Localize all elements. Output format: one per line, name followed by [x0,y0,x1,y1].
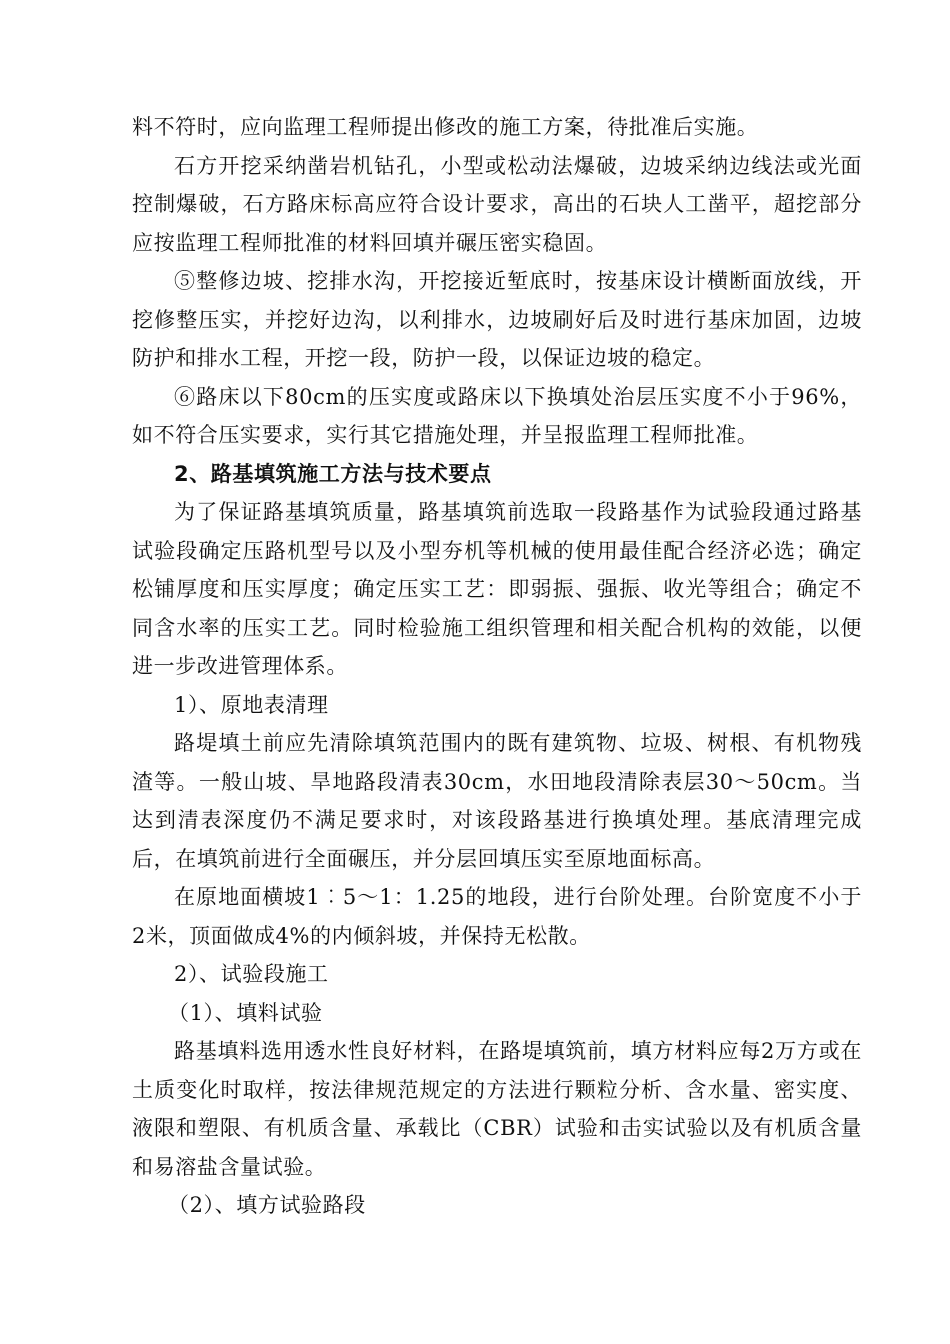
paragraph: 石方开挖采纳凿岩机钻孔，小型或松动法爆破，边坡采纳边线法或光面控制爆破，石方路床标高应符合设计要求，高出的石块人工凿平，超挖部分应按监理工程师批准的材料回填并碾压密实稳固。 [132,153,862,255]
paragraph: 在原地面横坡1︰5～1：1.25的地段，进行台阶处理。台阶宽度不小于2米，顶面做成4%的内倾斜坡，并保持无松散。 [132,885,862,948]
subsection-heading: 2）、试验段施工 [174,962,329,986]
section-heading: 2、路基填筑施工方法与技术要点 [174,461,492,486]
paragraph: 料不符时，应向监理工程师提出修改的施工方案，待批准后实施。 [132,115,759,139]
paragraph: 路基填料选用透水性良好材料，在路堤填筑前，填方材料应每2万方或在土质变化时取样，按法律规范规定的方法进行颗粒分析、含水量、密实度、液限和塑限、有机质含量、承载比（CBR）试验和击实试验以及有机质含量和易溶盐含量试验。 [132,1039,862,1179]
paragraph: 路堤填土前应先清除填筑范围内的既有建筑物、垃圾、树根、有机物残渣等。一般山坡、旱地路段清表30cm，水田地段清除表层30～50cm。当达到清表深度仍不满足要求时，对该段路基进行换填处理。基底清理完成后，在填筑前进行全面碾压，并分层回填压实至原地面标高。 [132,731,862,871]
subsection-heading: （1）、填料试验 [168,1000,323,1025]
paragraph: ⑥路床以下80cm的压实度或路床以下换填处治层压实度不小于96%，如不符合压实要求，实行其它措施处理，并呈报监理工程师批准。 [132,384,862,447]
subsection-heading: （2）、填方试验路段 [168,1193,366,1217]
document-body [132,108,862,1225]
paragraph: 为了保证路基填筑质量，路基填筑前选取一段路基作为试验段通过路基试验段确定压路机型号以及小型夯机等机械的使用最佳配合经济必选；确定松铺厚度和压实厚度；确定压实工艺：即弱振、强振、收光等组合；确定不同含水率的压实工艺。同时检验施工组织管理和相关配合机构的效能，以便进一步改进管理体系。 [132,500,862,678]
paragraph: ⑤整修边坡、挖排水沟，开挖接近堑底时，按基床设计横断面放线，开挖修整压实，并挖好边沟，以利排水，边坡刷好后及时进行基床加固，边坡防护和排水工程，开挖一段，防护一段，以保证边坡的稳定。 [132,269,862,370]
subsection-heading: 1）、原地表清理 [174,692,329,717]
